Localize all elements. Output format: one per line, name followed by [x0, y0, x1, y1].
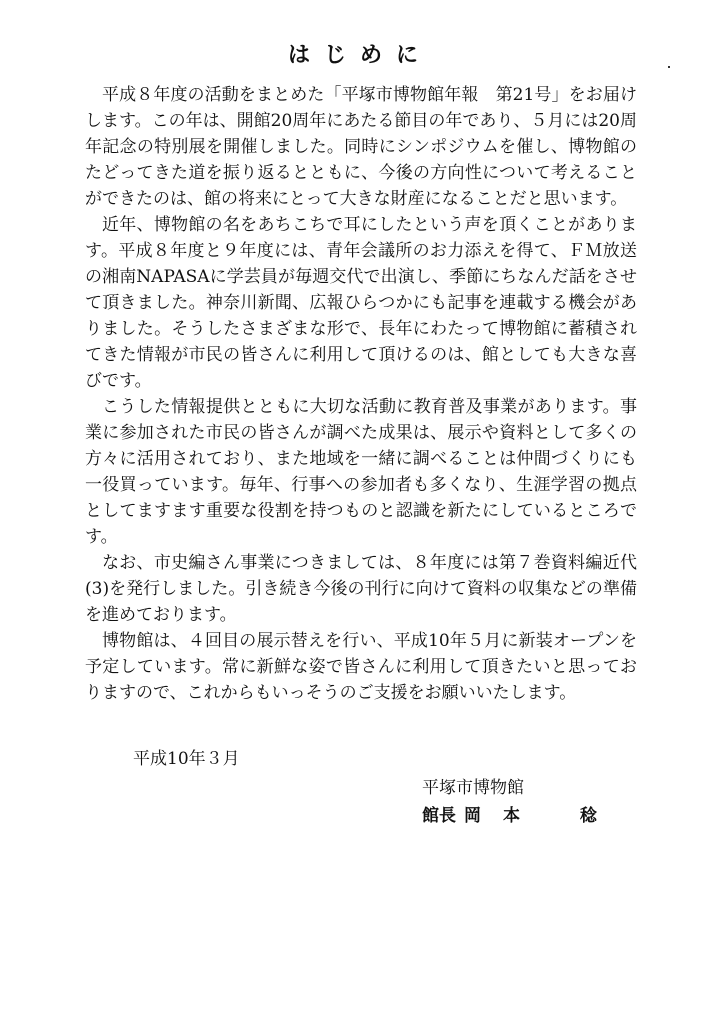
paragraph-3: こうした情報提供とともに大切な活動に教育普及事業があります。事業に参加された市民の皆さんが調べた成果は、展示や資料として多くの方々に活用されており、また地域を一緒に調べることは仲間づくりにも一役買っています。毎年、行事への参加者も多くなり、生涯学習の拠点としてますます重要な役割を持つものと認識を新たにしているところです。 [85, 397, 637, 547]
paragraph-2: 近年、博物館の名をあちこちで耳にしたという声を頂くことがあります。平成８年度と９年度には、青年会議所のお力添えを得て、ＦＭ放送の湘南NAPASAに学芸員が毎週交代で出演し、季節にちなんだ話をさせて頂きました。神奈川新聞、広報ひらつかにも記事を連載する機会がありました。そうしたさまざまな形で、長年にわたって博物館に蓄積されてきた情報が市民の皆さんに利用して頂けるのは、館としても大きな喜びです。 [85, 215, 637, 391]
page-title: はじめに [287, 42, 432, 68]
paragraph-5: 博物館は、４回目の展示替えを行い、平成10年５月に新装オープンを予定しています。常に新鮮な姿で皆さんに利用して頂きたいと思っておりますので、これからもいっそうのご支援をお願いいたします。 [85, 631, 637, 703]
signer-surname-2: 本 [503, 806, 520, 826]
signer-title: 館長 [422, 806, 456, 826]
organization-name: 平塚市博物館 [422, 778, 524, 798]
scan-speck [668, 66, 670, 68]
document-body [85, 82, 637, 706]
signer-surname-1: 岡 [464, 806, 481, 826]
signer-line [422, 803, 597, 829]
paragraph-4: なお、市史編さん事業につきましては、８年度には第７巻資料編近代(3)を発行しました。引き続き今後の刊行に向けて資料の収集などの準備を進めております。 [85, 553, 637, 625]
document-date: 平成10年３月 [133, 749, 240, 769]
paragraph-1: 平成８年度の活動をまとめた「平塚市博物館年報 第21号」をお届けします。この年は、開館20周年にあたる節目の年であり、５月には20周年記念の特別展を開催しました。同時にシンポジウムを催し、博物館のたどってきた道を振り返るとともに、今後の方向性について考えることができたのは、館の将来にとって大きな財産になることだと思います。 [85, 85, 637, 209]
signer-given-name: 稔 [580, 806, 597, 826]
